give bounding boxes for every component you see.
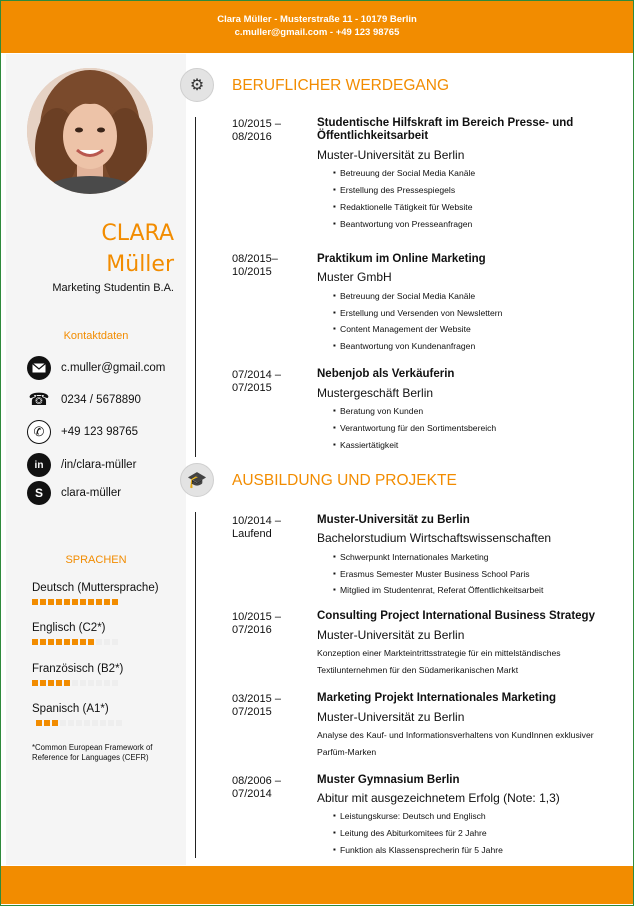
contact-title: Kontaktdaten (63, 330, 129, 342)
level-segment-filled (48, 639, 54, 645)
entry-date: 08/2006 – 07/2014 (232, 775, 281, 800)
last-name: Müller (106, 252, 174, 277)
level-segment-filled (32, 680, 38, 686)
language-label: Englisch (C2*) (32, 622, 106, 634)
level-segment-empty (84, 720, 90, 726)
level-segment-filled (56, 599, 62, 605)
level-segment-filled (40, 639, 46, 645)
language-level-bar (32, 599, 118, 605)
level-segment-filled (88, 639, 94, 645)
entry-title: Praktikum im Online Marketing (317, 253, 486, 265)
entry-date: 03/2015 – 07/2015 (232, 693, 281, 718)
list-item: ▪ Mitglied im Studentenrat, Referat Öffentlichkeitsarbeit (340, 585, 543, 595)
mail-icon (27, 356, 51, 380)
level-segment-filled (112, 599, 118, 605)
entry-title: Marketing Projekt Internationales Marketing (317, 692, 557, 704)
language-label: Spanisch (A1*) (32, 703, 109, 715)
level-segment-empty (68, 720, 74, 726)
skype-icon: S (27, 481, 51, 505)
list-item: ▪ Verantwortung für den Sortimentsbereich (340, 423, 496, 433)
level-segment-filled (104, 599, 110, 605)
first-name: CLARA (101, 221, 174, 246)
level-segment-empty (104, 680, 110, 686)
level-segment-empty (112, 639, 118, 645)
phone-icon: ☎ (28, 390, 50, 409)
level-segment-filled (72, 639, 78, 645)
entry-org: Muster GmbH (317, 270, 392, 284)
entry-org: Muster-Universität zu Berlin (317, 148, 465, 162)
list-item: ▪ Leistungskurse: Deutsch und Englisch (340, 811, 486, 821)
list-item: ▪ Leitung des Abiturkomitees für 2 Jahre (340, 828, 487, 838)
level-segment-filled (64, 680, 70, 686)
profile-photo (27, 68, 153, 194)
level-segment-filled (96, 599, 102, 605)
contact-item-mobile[interactable] (27, 420, 139, 444)
list-item: ▪ Betreuung der Social Media Kanäle (340, 291, 475, 301)
entry-title: Nebenjob als Verkäuferin (317, 368, 455, 380)
list-item: ▪ Beantwortung von Presseanfragen (340, 219, 472, 229)
header-bar (1, 1, 633, 53)
level-segment-empty (108, 720, 114, 726)
level-segment-filled (80, 639, 86, 645)
entry-description: Analyse des Kauf- und Informationsverhaltens von KundInnen exklusiver Parfüm-Marken (317, 730, 594, 757)
list-item: ▪ Kassiertätigkeit (340, 440, 398, 450)
level-segment-filled (56, 680, 62, 686)
header-contact: c.muller@gmail.com - +49 123 98765 (234, 27, 400, 38)
level-segment-filled (64, 599, 70, 605)
list-item: ▪ Content Management der Website (340, 324, 471, 334)
languages-title: SPRACHEN (65, 554, 127, 566)
list-item: ▪ Schwerpunkt Internationales Marketing (340, 552, 489, 562)
entry-org: Mustergeschäft Berlin (317, 386, 434, 400)
list-item: ▪ Funktion als Klassensprecherin für 5 Jahre (340, 845, 503, 855)
level-segment-empty (96, 680, 102, 686)
entry-date: 10/2014 – Laufend (232, 515, 281, 540)
level-segment-filled (40, 599, 46, 605)
entry-date: 08/2015– 10/2015 (232, 253, 278, 278)
contact-item-email[interactable] (27, 356, 166, 380)
level-segment-filled (32, 599, 38, 605)
language-level-bar (32, 639, 118, 645)
level-segment-filled (88, 599, 94, 605)
level-segment-filled (36, 720, 42, 726)
level-segment-empty (112, 680, 118, 686)
contact-item-phone[interactable] (27, 388, 141, 412)
graduation-cap-icon: 🎓 (180, 463, 214, 497)
entry-description: Konzeption einer Markteintrittsstrategie für ein mittelständisches Textilunternehmen für den Südamerikanischen Markt (317, 648, 561, 675)
level-segment-empty (80, 680, 86, 686)
list-item: ▪ Erstellung des Pressespiegels (340, 185, 455, 195)
level-segment-empty (72, 680, 78, 686)
timeline-line-work (195, 117, 196, 457)
list-item: ▪ Erstellung und Versenden von Newslettern (340, 308, 502, 318)
level-segment-filled (72, 599, 78, 605)
list-item: ▪ Beratung von Kunden (340, 406, 423, 416)
mobile-phone-icon: ✆ (27, 420, 51, 444)
contact-phone-text: 0234 / 5678890 (61, 394, 141, 406)
cefr-note: *Common European Framework of Reference for Languages (CEFR) (32, 743, 153, 762)
level-segment-empty (104, 639, 110, 645)
list-item: ▪ Erasmus Semester Muster Business School Paris (340, 569, 530, 579)
section-title-education: AUSBILDUNG UND PROJEKTE (232, 472, 457, 489)
level-segment-empty (88, 680, 94, 686)
entry-org: Muster-Universität zu Berlin (317, 710, 465, 724)
linkedin-icon: in (27, 453, 51, 477)
contact-mobile-text: +49 123 98765 (61, 426, 139, 438)
level-segment-empty (96, 639, 102, 645)
entry-title: Muster-Universität zu Berlin (317, 514, 470, 526)
level-segment-empty (92, 720, 98, 726)
level-segment-filled (56, 639, 62, 645)
profile-photo-illustration (27, 68, 153, 194)
timeline-line-education (195, 512, 196, 858)
section-title-work: BERUFLICHER WERDEGANG (232, 77, 450, 94)
level-segment-filled (40, 680, 46, 686)
entry-title: Studentische Hilfskraft im Bereich Presse- und Öffentlichkeitsarbeit (317, 117, 574, 142)
language-level-bar (32, 680, 118, 686)
header-address: Clara Müller - Musterstraße 11 - 10179 Berlin (217, 14, 417, 25)
role-title: Marketing Studentin B.A. (52, 282, 174, 294)
entry-title: Muster Gymnasium Berlin (317, 774, 460, 786)
list-item: ▪ Betreuung der Social Media Kanäle (340, 168, 475, 178)
language-label: Französisch (B2*) (32, 663, 124, 675)
entry-org: Abitur mit ausgezeichnetem Erfolg (Note: 1,3) (317, 791, 560, 805)
language-level-bar (36, 720, 122, 726)
entry-org: Muster-Universität zu Berlin (317, 628, 465, 642)
level-segment-filled (48, 680, 54, 686)
level-segment-empty (76, 720, 82, 726)
level-segment-filled (52, 720, 58, 726)
contact-linkedin-text: /in/clara-müller (61, 459, 137, 471)
level-segment-filled (32, 639, 38, 645)
level-segment-filled (48, 599, 54, 605)
contact-email-text: c.muller@gmail.com (61, 362, 166, 374)
entry-date: 10/2015 – 07/2016 (232, 611, 281, 636)
level-segment-empty (60, 720, 66, 726)
footer-bar (1, 866, 633, 904)
gears-icon: ⚙ (180, 68, 214, 102)
list-item: ▪ Beantwortung von Kundenanfragen (340, 341, 475, 351)
entry-date: 10/2015 – 08/2016 (232, 118, 281, 143)
level-segment-filled (64, 639, 70, 645)
list-item: ▪ Redaktionelle Tätigkeit für Website (340, 202, 472, 212)
contact-item-linkedin[interactable] (27, 453, 137, 477)
level-segment-filled (44, 720, 50, 726)
entry-date: 07/2014 – 07/2015 (232, 369, 281, 394)
level-segment-empty (100, 720, 106, 726)
contact-skype-text: clara-müller (61, 487, 122, 499)
entry-title: Consulting Project International Business Strategy (317, 610, 595, 622)
entry-org: Bachelorstudium Wirtschaftswissenschaften (317, 531, 552, 545)
contact-item-skype[interactable] (27, 481, 122, 505)
language-label: Deutsch (Muttersprache) (32, 582, 159, 594)
level-segment-filled (80, 599, 86, 605)
level-segment-empty (116, 720, 122, 726)
